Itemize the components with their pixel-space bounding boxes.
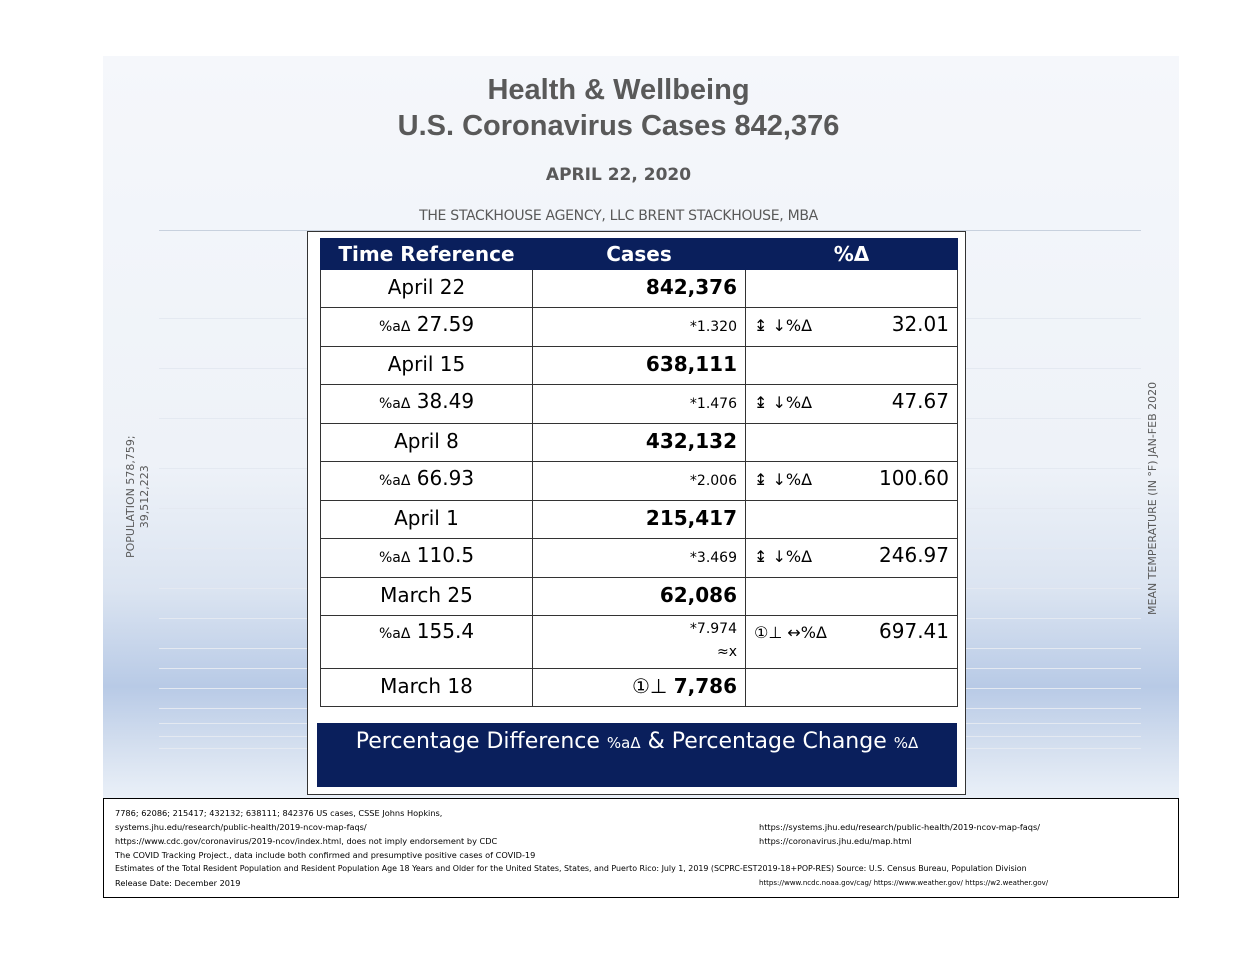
percent-difference-value: 110.5: [416, 543, 475, 567]
table-row: [321, 462, 958, 501]
percent-change: [746, 462, 958, 501]
left-axis-label-line2: 39,512,223: [138, 465, 151, 529]
percent-difference-value: 66.93: [416, 466, 475, 490]
percent-difference: [321, 616, 533, 669]
source-line: The COVID Tracking Project., data include both confirmed and presumptive positive cases of COVID-19: [115, 850, 536, 860]
time-reference: April 8: [321, 424, 533, 462]
percent-difference-symbol: %aΔ: [378, 319, 411, 335]
right-axis-label: MEAN TEMPERATURE (IN °F) JAN-FEB 2020: [1146, 381, 1159, 615]
percent-change: [746, 308, 958, 347]
header-percent-change: %Δ: [746, 239, 958, 270]
source-link: https://coronavirus.jhu.edu/map.html: [759, 836, 912, 846]
table-footer-banner: [317, 723, 957, 787]
time-reference: April 1: [321, 501, 533, 539]
change-symbol: ↨ ↓%Δ: [754, 393, 813, 412]
percent-difference-symbol: %aΔ: [378, 396, 411, 412]
report-date: APRIL 22, 2020: [545, 165, 692, 185]
table-row: [321, 539, 958, 578]
change-symbol: ①⊥ ↔%Δ: [754, 623, 827, 642]
case-count-marker: ①⊥: [632, 674, 668, 698]
growth-ratio-value: *1.476: [689, 396, 737, 412]
footer-caption: [317, 729, 957, 754]
percent-change-value: 246.97: [879, 543, 949, 567]
source-line: 7786; 62086; 215417; 432132; 638111; 842376 US cases, CSSE Johns Hopkins,: [115, 808, 443, 818]
growth-ratio-value: *3.469: [689, 550, 737, 566]
time-reference: April 15: [321, 347, 533, 385]
table-header-row: [321, 239, 958, 270]
percent-change-value: 32.01: [891, 312, 949, 336]
percent-change: [746, 539, 958, 578]
percent-difference-symbol: %aΔ: [378, 473, 411, 489]
table-row: [321, 578, 958, 616]
table-row: [321, 347, 958, 385]
agency-credit: THE STACKHOUSE AGENCY, LLC BRENT STACKHOUSE, MBA: [419, 208, 818, 224]
empty-cell: [746, 578, 958, 616]
percent-change-value: 47.67: [891, 389, 949, 413]
empty-cell: [746, 270, 958, 308]
case-count: 842,376: [533, 270, 746, 308]
growth-ratio: [533, 462, 746, 501]
cases-table: [320, 238, 958, 707]
percent-change: [746, 616, 958, 669]
growth-ratio-value: *1.320: [689, 319, 737, 335]
table-row: [321, 616, 958, 669]
change-symbol: ↨ ↓%Δ: [754, 547, 813, 566]
source-line: Release Date: December 2019: [115, 878, 241, 888]
growth-ratio: [533, 308, 746, 347]
percent-change-value: 100.60: [879, 466, 949, 490]
table-row: [321, 270, 958, 308]
growth-ratio: [533, 539, 746, 578]
percent-difference-value: 38.49: [416, 389, 475, 413]
growth-ratio-value: *2.006: [689, 473, 737, 489]
footer-symbol-a: %aΔ: [606, 734, 641, 752]
source-line: systems.jhu.edu/research/public-health/2019-ncov-map-faqs/: [115, 822, 367, 832]
case-count: 62,086: [533, 578, 746, 616]
footer-text-b: & Percentage Change: [640, 729, 894, 754]
source-line: https://www.cdc.gov/coronavirus/2019-ncov/index.html, does not imply endorsement by CDC: [115, 836, 498, 846]
time-reference: April 22: [321, 270, 533, 308]
percent-change-value: 697.41: [879, 619, 949, 643]
empty-cell: [746, 501, 958, 539]
time-reference: March 25: [321, 578, 533, 616]
table-row: [321, 501, 958, 539]
table-row: [321, 385, 958, 424]
percent-difference: [321, 385, 533, 424]
percent-difference: [321, 539, 533, 578]
page-subtitle: U.S. Coronavirus Cases 842,376: [397, 110, 840, 142]
source-line: Estimates of the Total Resident Population and Resident Population Age 18 Years and Older for the United States, States, and Puerto Rico: July 1, 2019 (SCPRC-EST2019-18+POP-RES) Source: U.S. Census Bureau, Population Division: [115, 864, 1027, 873]
header-time-reference: Time Reference: [321, 239, 533, 270]
growth-ratio: [533, 385, 746, 424]
case-count: [533, 669, 746, 707]
page-title: Health & Wellbeing: [487, 74, 750, 106]
source-link: https://systems.jhu.edu/research/public-health/2019-ncov-map-faqs/: [759, 822, 1041, 832]
header-cases: Cases: [533, 239, 746, 270]
time-reference: March 18: [321, 669, 533, 707]
percent-difference: [321, 462, 533, 501]
percent-difference-value: 27.59: [416, 312, 475, 336]
case-count: 432,132: [533, 424, 746, 462]
change-symbol: ↨ ↓%Δ: [754, 470, 813, 489]
table-row: [321, 669, 958, 707]
growth-ratio-note: ≈x: [716, 644, 737, 660]
change-symbol: ↨ ↓%Δ: [754, 316, 813, 335]
percent-change: [746, 385, 958, 424]
footer-text-a: Percentage Difference: [355, 729, 607, 754]
growth-ratio: [533, 616, 746, 669]
left-axis-label: [124, 435, 152, 558]
table-row: [321, 308, 958, 347]
case-count: 215,417: [533, 501, 746, 539]
table-row: [321, 424, 958, 462]
case-count-value: 7,786: [673, 674, 737, 698]
source-link: https://www.ncdc.noaa.gov/cag/ https://www.weather.gov/ https://w2.weather.gov/: [759, 879, 1049, 887]
empty-cell: [746, 424, 958, 462]
empty-cell: [746, 669, 958, 707]
percent-difference-value: 155.4: [416, 619, 475, 643]
percent-difference: [321, 308, 533, 347]
case-count: 638,111: [533, 347, 746, 385]
empty-cell: [746, 347, 958, 385]
growth-ratio-value: *7.974: [689, 621, 737, 637]
sources-box: [103, 798, 1179, 898]
footer-symbol-b: %Δ: [893, 734, 919, 752]
left-axis-label-line1: POPULATION 578,759;: [124, 435, 137, 558]
percent-difference-symbol: %aΔ: [378, 626, 411, 642]
percent-difference-symbol: %aΔ: [378, 550, 411, 566]
